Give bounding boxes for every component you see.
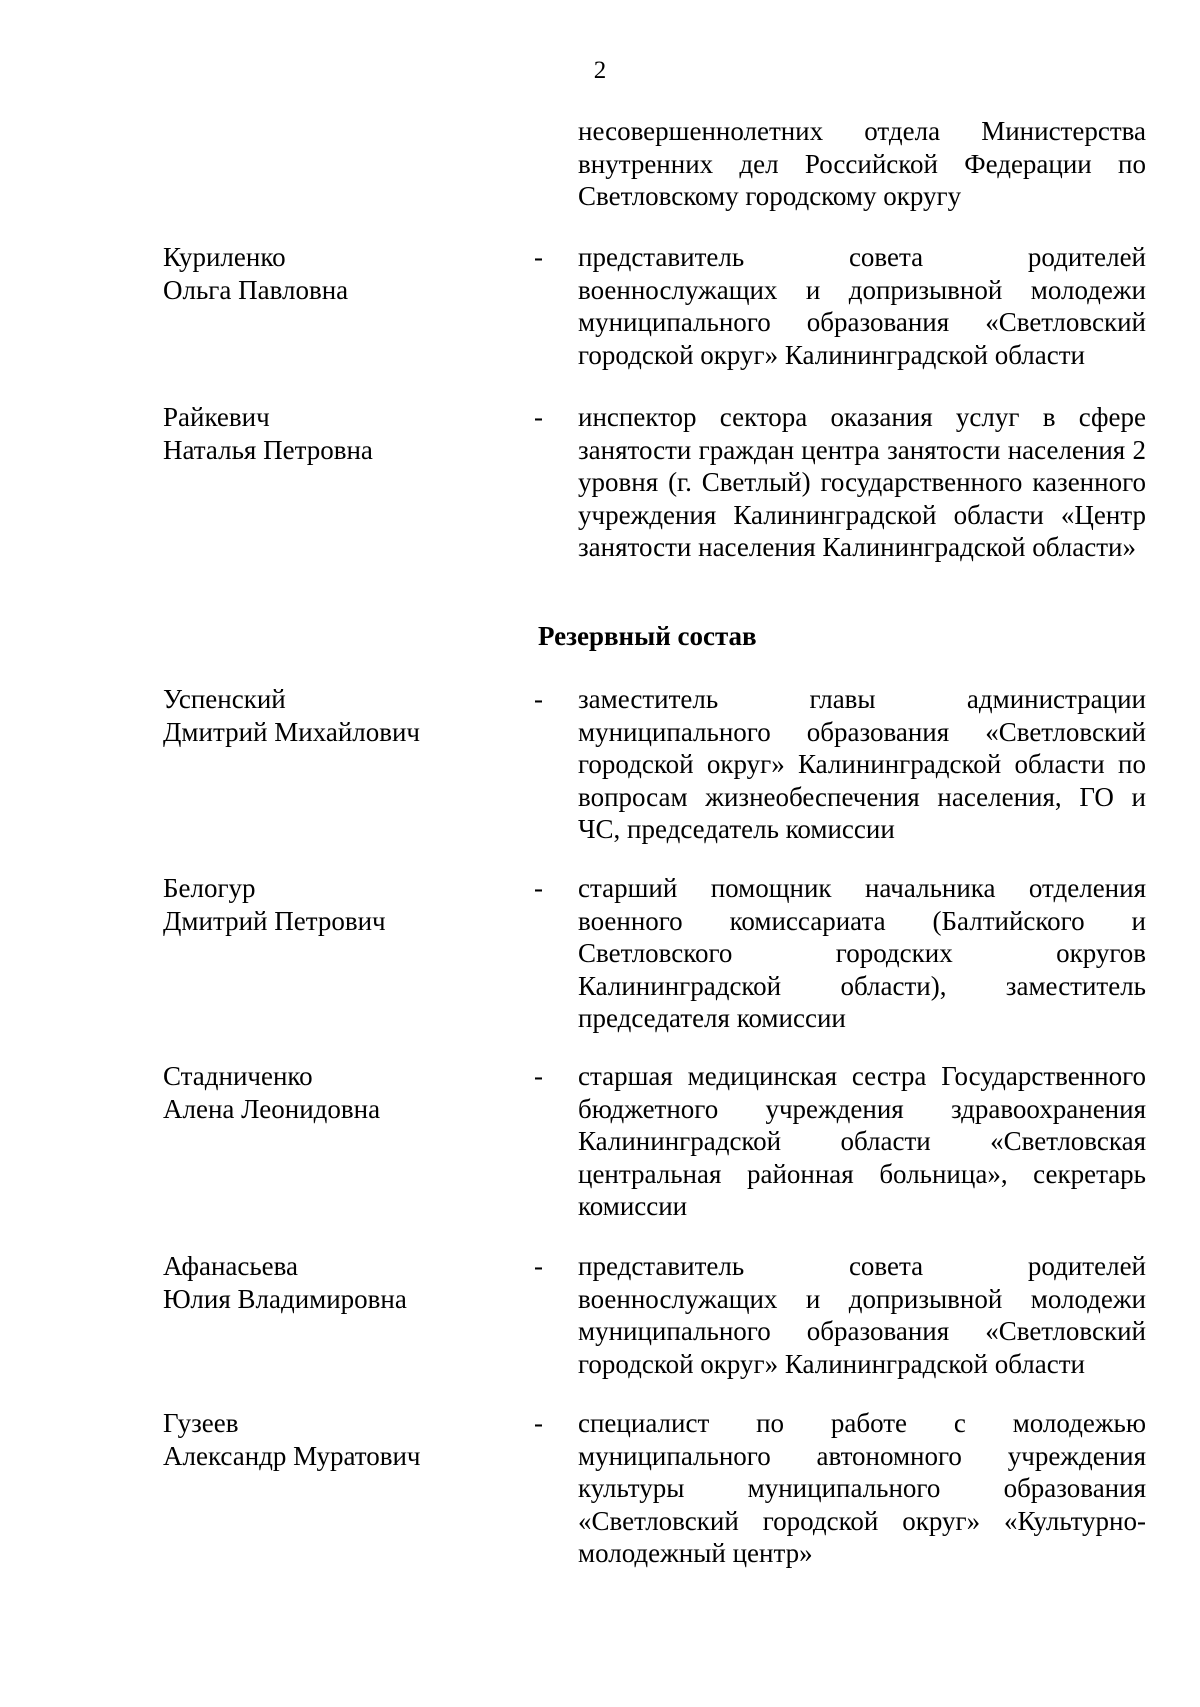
member-description: несовершеннолетних отдела Министерства внутренних дел Российской Федерации по Светловскому городскому округу — [578, 116, 1146, 211]
member-surname: Стадниченко — [163, 1061, 313, 1091]
reserve-section-heading: Резервный состав — [538, 621, 757, 651]
member-description: старший помощник начальника отделения военного комиссариата (Балтийского и Светловского городских округов Калининградской области), заместитель председателя комиссии — [578, 873, 1146, 1033]
separator-dash: - — [534, 873, 543, 903]
member-name — [163, 401, 523, 466]
member-description: представитель совета родителей военнослужащих и допризывной молодежи муниципального образования «Светловский городской округ» Калининградской области — [578, 242, 1146, 370]
member-description: заместитель главы администрации муниципального образования «Светловский городской округ» Калининградской области по вопросам жизнеобеспечения населения, ГО и ЧС, председатель комиссии — [578, 684, 1146, 844]
member-surname: Куриленко — [163, 242, 286, 272]
separator-dash: - — [534, 684, 543, 714]
member-surname: Афанасьева — [163, 1251, 299, 1281]
member-name — [163, 872, 523, 937]
separator-dash: - — [534, 1061, 543, 1091]
separator-dash: - — [534, 402, 543, 432]
member-given-names: Ольга Павловна — [163, 274, 349, 305]
member-surname: Белогур — [163, 873, 256, 903]
member-surname: Гузеев — [163, 1408, 239, 1438]
separator-dash: - — [534, 242, 543, 272]
member-given-names: Александр Муратович — [163, 1440, 421, 1471]
page-number: 2 — [593, 57, 607, 84]
member-name — [163, 683, 523, 748]
member-surname: Райкевич — [163, 402, 270, 432]
member-given-names: Юлия Владимировна — [163, 1283, 407, 1314]
member-description: старшая медицинская сестра Государственного бюджетного учреждения здравоохранения Калининградской области «Светловская центральная районная больница», секретарь комиссии — [578, 1061, 1146, 1221]
member-name — [163, 241, 523, 306]
member-name — [163, 1250, 523, 1315]
member-given-names: Дмитрий Михайлович — [163, 716, 421, 747]
member-description: инспектор сектора оказания услуг в сфере занятости граждан центра занятости населения 2 уровня (г. Светлый) государственного казенного учреждения Калининградской области «Центр занятости населения Калининградской области» — [578, 402, 1146, 562]
member-given-names: Дмитрий Петрович — [163, 905, 386, 936]
member-given-names: Алена Леонидовна — [163, 1093, 381, 1124]
member-description: специалист по работе с молодежью муниципального автономного учреждения культуры муниципального образования «Светловский городской округ» «Культурно-молодежный центр» — [578, 1408, 1146, 1568]
member-name — [163, 1407, 523, 1472]
separator-dash: - — [534, 1408, 543, 1438]
member-surname: Успенский — [163, 684, 286, 714]
member-name — [163, 1060, 523, 1125]
member-description: представитель совета родителей военнослужащих и допризывной молодежи муниципального образования «Светловский городской округ» Калининградской области — [578, 1251, 1146, 1379]
member-given-names: Наталья Петровна — [163, 434, 373, 465]
separator-dash: - — [534, 1251, 543, 1281]
